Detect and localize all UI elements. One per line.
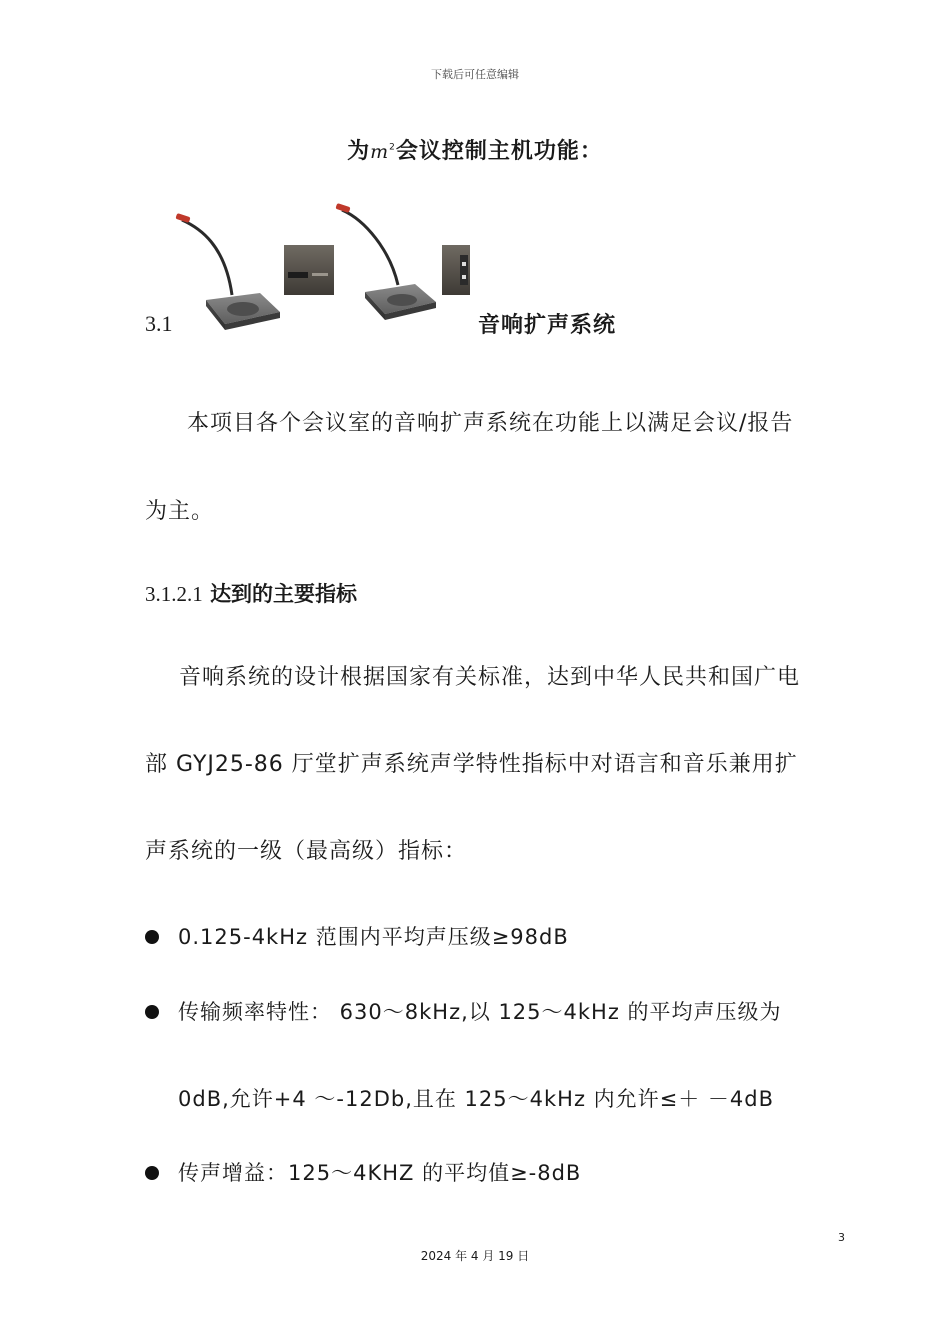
section-title-rest: 会议控制主机功能： <box>395 139 603 164</box>
paragraph-2-line-3: 声系统的一级（最高级）指标： <box>145 839 468 864</box>
bullet-3-dot <box>145 1166 159 1180</box>
heading-3-1-title: 音响扩声系统 <box>478 313 617 338</box>
paragraph-1-line-1: 本项目各个会议室的音响扩声系统在功能上以满足会议/报告 <box>187 411 794 436</box>
page-footer-date: 2024 年 4 月 19 日 <box>420 1249 530 1263</box>
conference-microphone-illustration <box>170 200 480 335</box>
section-title-prefix: 为 <box>347 139 371 164</box>
host-unit-1-icon <box>284 245 334 295</box>
section-title-var: m <box>370 141 390 163</box>
bullet-1-text: 0.125-4kHz 范围内平均声压级≥98dB <box>178 925 569 949</box>
heading-3-1-2-1-title: 达到的主要指标 <box>210 582 358 606</box>
bullet-1-dot <box>145 930 159 944</box>
bullet-2-text-line-2: 0dB,允许+4 ～-12Db,且在 125～4kHz 内允许≤＋ －4dB <box>178 1087 775 1111</box>
heading-3-1-2-1-number: 3.1.2.1 <box>145 582 203 606</box>
heading-3-1-number: 3.1 <box>145 311 173 336</box>
section-title-sup: 2 <box>389 142 396 153</box>
page-header: 下载后可任意编辑 <box>431 68 519 81</box>
bullet-2-text-line-1: 传输频率特性： 630～8kHz,以 125～4kHz 的平均声压级为 <box>178 1000 782 1024</box>
host-unit-2-icon <box>442 245 470 295</box>
microphone-2-icon <box>335 203 436 320</box>
bullet-3-text: 传声增益：125～4KHZ 的平均值≥-8dB <box>178 1161 582 1185</box>
bullet-2-dot <box>145 1005 159 1019</box>
paragraph-1-line-2: 为主。 <box>145 499 215 524</box>
section-title <box>0 134 950 165</box>
heading-3-1-2-1 <box>145 578 357 608</box>
paragraph-2-line-1: 音响系统的设计根据国家有关标准，达到中华人民共和国广电 <box>179 665 801 690</box>
paragraph-2-line-2: 部 GYJ25-86 厅堂扩声系统声学特性指标中对语言和音乐兼用扩 <box>145 752 798 777</box>
page-number: 3 <box>838 1231 845 1244</box>
microphone-1-icon <box>175 213 280 330</box>
